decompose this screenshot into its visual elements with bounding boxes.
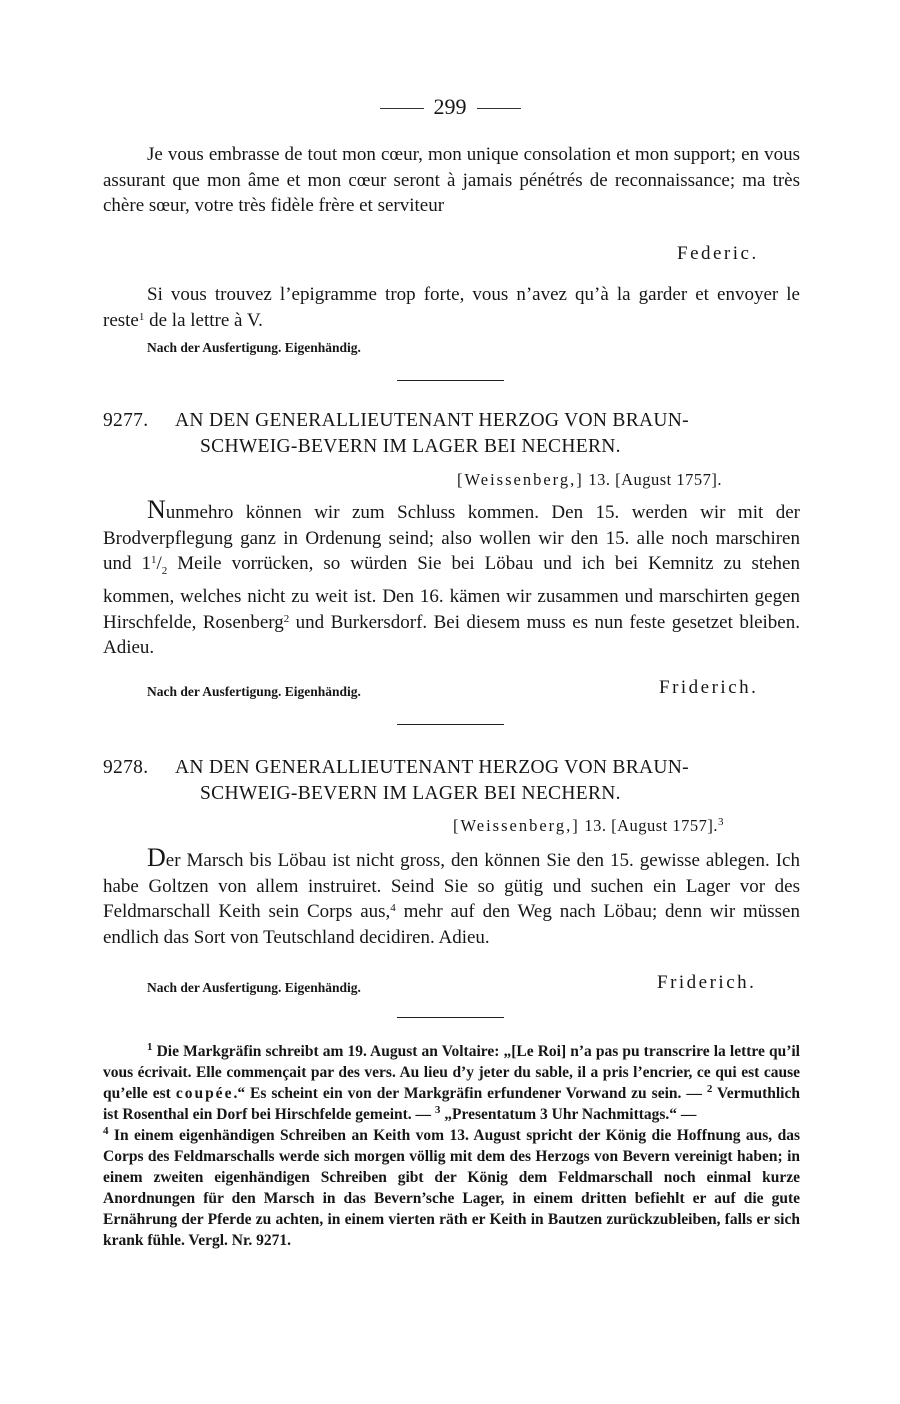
letter2-signature: Friderich. [659,677,759,698]
footnote-mark-4: 4 [103,1125,109,1137]
letter3-source-note: Nach der Ausfertigung. Eigenhändig. [147,980,361,995]
letter2-number: 9277. [103,410,149,431]
footnotes [103,1041,800,1251]
letter3-heading [103,755,803,806]
letter3-date [453,816,724,836]
letter3-date-place: [Weissenberg,] [453,816,580,835]
section-divider [397,380,504,381]
letter3-text-2: mehr auf den Weg nach Löbau; denn wir müssen endlich das Sort von Teutschland decidiren. Adieu. [103,901,800,948]
letter2-text-2: Meile vorrücken, so würden Sie bei Löbau und ich bei Kemnitz zu stehen kommen, welches nicht zu weit ist. Den 16. kämen wir zusammen und marschirten gegen Hirschfelde, Rosenberg [103,553,800,633]
letter3-number: 9278. [103,757,149,778]
letter1-body [103,142,800,219]
footnote-1-text-b: .“ Es scheint ein von der Markgräfin erfundener Vorwand zu sein. — [233,1085,707,1102]
footnote-3-text: „Presentatum 3 Uhr Nachmittags.“ — [440,1106,697,1123]
footnote-divider [397,1017,504,1018]
fraction-denominator: 2 [161,564,168,577]
letter3-body [103,845,800,950]
letter2-text-3: und Burkersdorf. Bei diesem muss es nun feste gesetzet bleiben. Adieu. [103,611,800,659]
letter1-signature: Federic. [677,243,759,264]
letter3-date-rest: 13. [August 1757]. [584,816,719,835]
postscript-text-2: de la lettre à V. [144,309,263,331]
header-dash-left [380,108,424,109]
header-dash-right [477,108,521,109]
letter2-date-rest: 13. [August 1757]. [588,470,723,489]
footnote-ref-4: 4 [390,902,396,914]
letter2-date [457,470,722,490]
section-divider [397,724,504,725]
footnote-1-spaced: coupée [175,1085,234,1102]
letter1-paragraph: Je vous embrasse de tout mon cœur, mon unique consolation et mon support; en vous assurant que mon âme et mon cœur seront à jamais pénétrés de reconnaissance; ma très chère sœur, votre très fidèle frère et serviteur [103,144,800,216]
letter3-text-1: Der Marsch bis Löbau ist nicht gross, den können Sie den 15. gewisse ablegen. Ich habe Goltzen von allem instruiret. Seind Sie so gütig und suchen ein Lager vor des Feldmarschall Keith sein Corps aus, [103,843,800,922]
postscript-text-1: Si vous trouvez l’epigramme trop forte, vous n’avez qu’à la garder et envoyer le reste [103,284,800,331]
letter2-text-1: Nunmehro können wir zum Schluss kommen. Den 15. werden wir mit der Brodverpflegung ganz in Ordenung seind; also wollen wir den 15. alle noch marschiren und 1 [103,495,800,574]
fraction-numerator: 1 [151,554,157,566]
footnote-ref-3: 3 [718,816,725,828]
letter2-heading-line1: AN DEN GENERALLIEUTENANT HERZOG VON BRAUN- [175,410,689,431]
letter2-heading-line2: SCHWEIG-BEVERN IM LAGER BEI NECHERN. [200,435,621,457]
letter3-signature: Friderich. [657,972,757,993]
letter2-body: Nunmehro können wir zum Schluss kommen. Den 15. werden wir mit der Brodverpflegung ganz in Ordenung seind; also wollen wir den 15. alle noch marschiren und $1^1/_2$ Meile vorrücken, so würden Sie bei Löbau und ich bei Kemnitz zu stehen kommen, welches nicht zu weit ist. Den 16. kämen wir zusammen und marschirten gegen Hirschfelde, Rosenberg$^2$ und Burkersdorf. Bei diesem muss es nun feste gesetzet bleiben. Adieu. [103,495,800,659]
footnote-ref-2: 2 [283,612,290,625]
letter2-source-note: Nach der Ausfertigung. Eigenhändig. [147,684,361,699]
letter3-heading-line2: SCHWEIG-BEVERN IM LAGER BEI NECHERN. [200,782,621,804]
letter3-heading-line1: AN DEN GENERALLIEUTENANT HERZOG VON BRAUN- [175,757,689,778]
letter2-heading [103,408,803,459]
footnote-mark-1: 1 [147,1041,153,1053]
page-header [0,94,900,120]
letter1-postscript [103,282,800,333]
page-number: 299 [433,94,467,119]
footnote-mark-2: 2 [706,1083,713,1095]
letter2-date-place: [Weissenberg,] [457,470,584,489]
footnote-1-text-a: Die Markgräfin schreibt am 19. August an Voltaire: „[Le Roi] n’a pas pu transcrire la lettre qu’il vous écrivait. Elle commençait par des vers. Au lieu d’y jeter du sable, il a pris l’encrier, ce qui est cause qu’elle est [103,1043,800,1102]
footnote-2-text: Vermuthlich ist Rosenthal ein Dorf bei Hirschfelde gemeint. — [103,1085,800,1123]
letter1-source-note: Nach der Ausfertigung. Eigenhändig. [147,340,361,355]
footnote-mark-3: 3 [434,1104,441,1116]
footnote-ref-1: 1 [138,310,145,323]
footnote-4-text: In einem eigenhändigen Schreiben an Keith vom 13. August spricht der König die Hoffnung aus, das Corps des Feldmarschalls werde sich morgen völlig mit dem des Herzogs von Bevern vereinigt haben; in einem zweiten eigenhändigen Schreiben gibt der König dem Feldmarschall noch einmal kurze Anordnungen für den Marsch in das Bevern’sche Lager, in einem dritten befiehlt er auf die gute Ernährung der Pferde zu achten, in einem vierten räth er Keith in Bautzen zurückzubleiben, falls er sich krank fühle. Vergl. Nr. 9271. [103,1127,800,1249]
